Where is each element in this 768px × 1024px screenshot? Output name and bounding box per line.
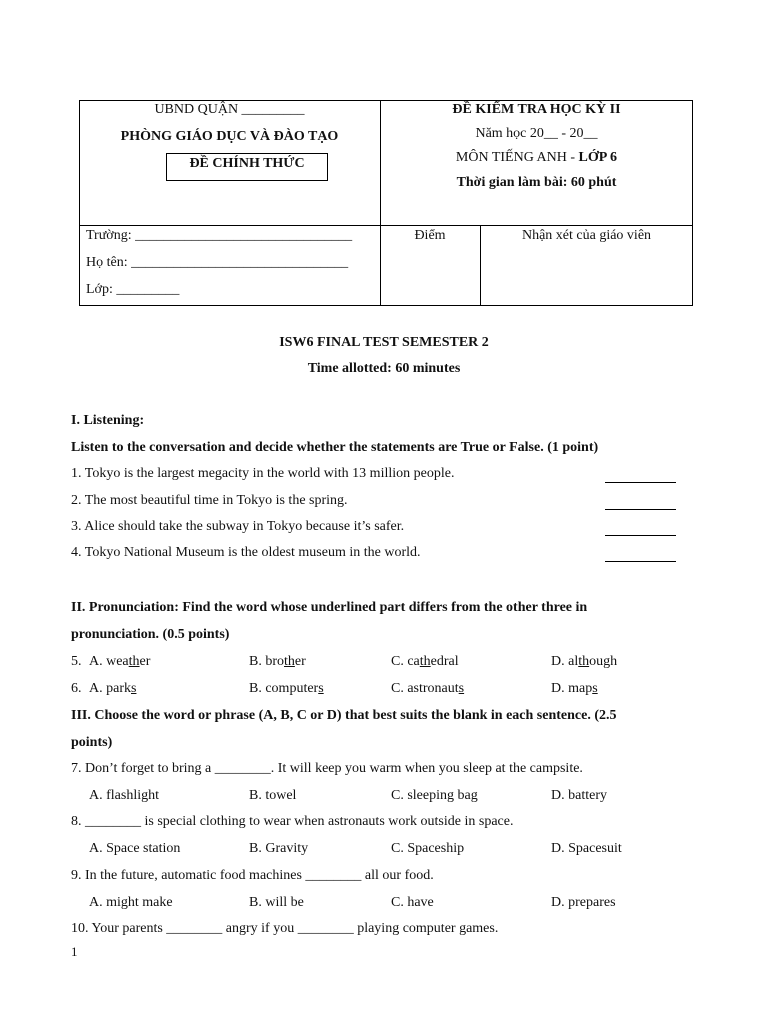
q8-option-b[interactable]: B. Gravity <box>249 841 309 856</box>
test-title: ISW6 FINAL TEST SEMESTER 2 <box>279 335 489 350</box>
q5-option-a[interactable] <box>89 654 150 670</box>
official-label: ĐỀ CHÍNH THỨC <box>189 156 305 171</box>
q9-option-c[interactable]: C. have <box>391 895 434 910</box>
q8-option-d[interactable]: D. Spacesuit <box>551 841 622 856</box>
q5-c-underlined: th <box>419 654 431 669</box>
section2-heading-line1: II. Pronunciation: Find the word whose underlined part differs from the other three in <box>71 600 588 615</box>
q10-stem: 10. Your parents ________ angry if you ________ playing computer games. <box>71 921 499 936</box>
q7-option-d[interactable]: D. battery <box>551 788 607 803</box>
q5-option-c[interactable] <box>391 654 459 670</box>
district-line: UBND QUẬN _________ <box>154 102 305 117</box>
school-year: Năm học 20__ - 20__ <box>475 126 598 141</box>
subject-grade: LỚP 6 <box>578 150 618 165</box>
q6-option-b[interactable] <box>249 681 324 697</box>
q8-option-a[interactable]: A. Space station <box>89 841 181 856</box>
q5-number: 5. <box>71 654 82 669</box>
q6-d-pre: D. map <box>551 681 593 696</box>
header-divider-horizontal <box>79 225 693 226</box>
answer-blank-1[interactable] <box>605 482 676 483</box>
q5-c-post: edral <box>430 654 459 669</box>
q5-b-underlined: th <box>284 654 295 669</box>
exam-title: ĐỀ KIỂM TRA HỌC KỲ II <box>452 102 621 117</box>
listening-item-4: 4. Tokyo National Museum is the oldest museum in the world. <box>71 545 421 560</box>
q5-b-post: er <box>294 654 306 669</box>
q5-a-pre: A. wea <box>89 654 129 669</box>
q6-option-d[interactable] <box>551 681 598 697</box>
q5-option-d[interactable] <box>551 654 617 670</box>
section3-heading-line2: points) <box>71 735 113 750</box>
q6-a-pre: A. park <box>89 681 131 696</box>
q7-stem: 7. Don’t forget to bring a ________. It will keep you warm when you sleep at the campsite. <box>71 761 583 776</box>
q9-option-a[interactable]: A. might make <box>89 895 173 910</box>
q8-option-c[interactable]: C. Spaceship <box>391 841 465 856</box>
class-field[interactable]: Lớp: _________ <box>86 282 180 297</box>
page-number: 1 <box>71 944 78 959</box>
q5-c-pre: C. ca <box>391 654 420 669</box>
q5-d-pre: D. al <box>551 654 579 669</box>
q5-d-post: ough <box>589 654 618 669</box>
q9-option-d[interactable]: D. prepares <box>551 895 616 910</box>
subject-line <box>380 150 693 166</box>
listening-item-1: 1. Tokyo is the largest megacity in the world with 13 million people. <box>71 466 455 481</box>
q8-stem: 8. ________ is special clothing to wear when astronauts work outside in space. <box>71 814 514 829</box>
subject-prefix: MÔN TIẾNG ANH - <box>455 150 579 165</box>
q5-a-post: er <box>139 654 151 669</box>
q9-option-b[interactable]: B. will be <box>249 895 304 910</box>
q7-option-b[interactable]: B. towel <box>249 788 297 803</box>
section1-heading: I. Listening: <box>71 413 145 428</box>
score-label: Điểm <box>414 228 446 243</box>
listening-item-2: 2. The most beautiful time in Tokyo is the spring. <box>71 493 348 508</box>
q7-option-a[interactable]: A. flashlight <box>89 788 159 803</box>
q6-b-underlined: s <box>318 681 324 696</box>
comment-label: Nhận xét của giáo viên <box>521 228 652 243</box>
q6-option-c[interactable] <box>391 681 464 697</box>
q6-d-underlined: s <box>592 681 598 696</box>
section2-heading-line2: pronunciation. (0.5 points) <box>71 627 230 642</box>
listening-item-3: 3. Alice should take the subway in Tokyo because it’s safer. <box>71 519 405 534</box>
q5-d-underlined: th <box>578 654 590 669</box>
department-name: PHÒNG GIÁO DỤC VÀ ĐÀO TẠO <box>120 129 339 144</box>
time-allotted: Time allotted: 60 minutes <box>307 361 461 376</box>
q5-option-b[interactable] <box>249 654 306 670</box>
q6-option-a[interactable] <box>89 681 136 697</box>
name-field[interactable]: Họ tên: _______________________________ <box>86 255 349 270</box>
section3-heading-line1: III. Choose the word or phrase (A, B, C or D) that best suits the blank in each sentence. (2.5 <box>71 708 617 723</box>
answer-blank-3[interactable] <box>605 535 676 536</box>
q9-stem: 9. In the future, automatic food machines ________ all our food. <box>71 868 434 883</box>
answer-blank-2[interactable] <box>605 509 676 510</box>
q6-c-pre: C. astronaut <box>391 681 459 696</box>
q6-number: 6. <box>71 681 82 696</box>
q7-option-c[interactable]: C. sleeping bag <box>391 788 478 803</box>
q6-b-pre: B. computer <box>249 681 319 696</box>
q5-b-pre: B. bro <box>249 654 284 669</box>
q5-a-underlined: th <box>128 654 140 669</box>
school-field[interactable]: Trường: _______________________________ <box>86 228 353 243</box>
section1-instruction: Listen to the conversation and decide whether the statements are True or False. (1 point) <box>71 440 599 455</box>
q6-c-underlined: s <box>458 681 465 696</box>
exam-time: Thời gian làm bài: 60 phút <box>456 175 617 190</box>
q6-a-underlined: s <box>131 681 137 696</box>
answer-blank-4[interactable] <box>605 561 676 562</box>
